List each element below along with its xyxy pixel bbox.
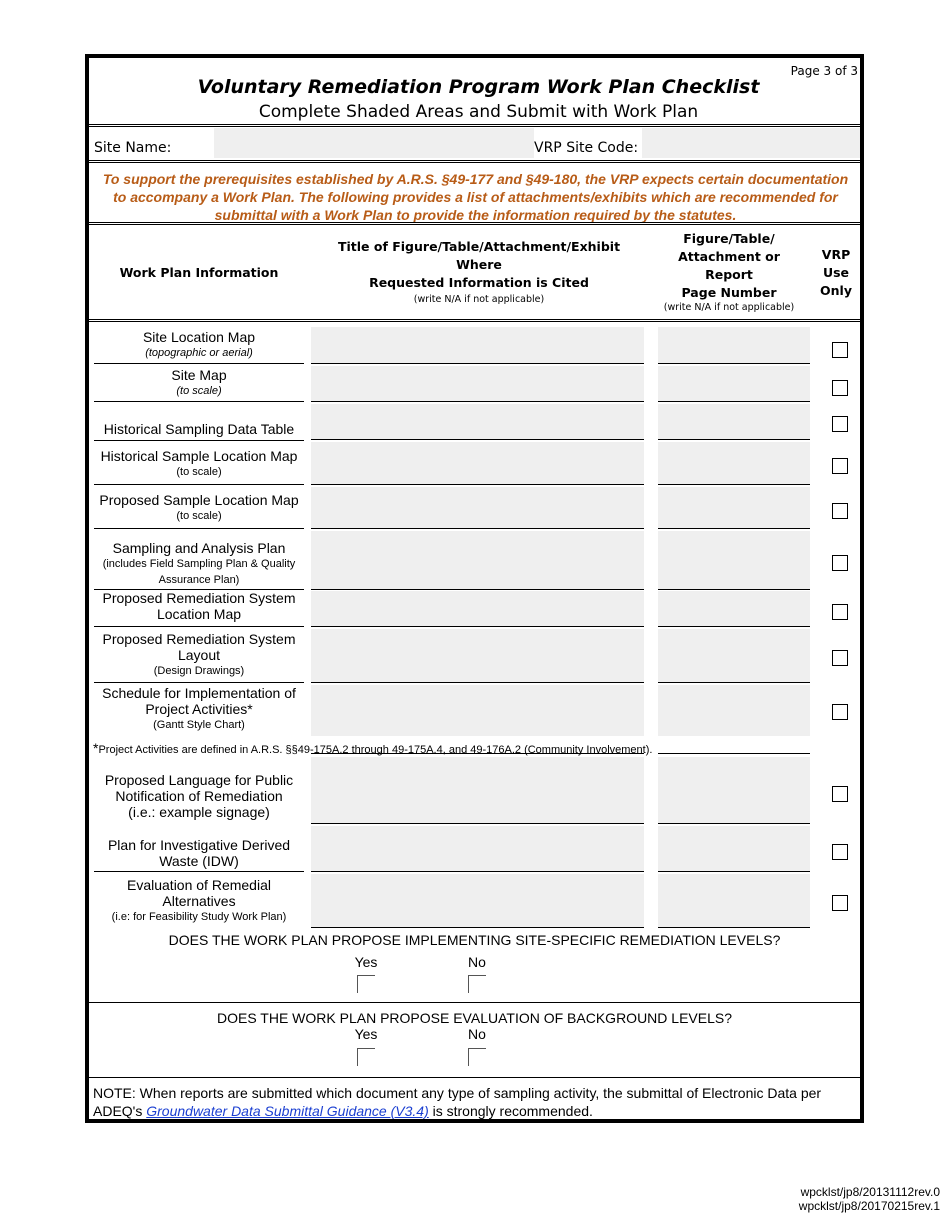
- column-header-vrp-line2: Use: [822, 265, 850, 280]
- groundwater-guidance-link[interactable]: Groundwater Data Submittal Guidance (V3.4): [146, 1103, 429, 1119]
- page-number-input[interactable]: [658, 442, 810, 485]
- vrp-site-code-label: VRP Site Code:: [534, 140, 639, 156]
- yes-checkbox[interactable]: [357, 1048, 375, 1066]
- note-prefix: NOTE: When reports are submitted which document any type of sampling activity, the submittal of Electronic Data per ADEQ's: [93, 1085, 822, 1119]
- column-header-vrp-line1: VRP: [821, 247, 851, 262]
- row-sampling-and-analysis-plan: [94, 540, 304, 590]
- row-label: Plan for Investigative Derived: [107, 837, 291, 853]
- yes-checkbox[interactable]: [357, 975, 375, 993]
- row-sublabel: (Gantt Style Chart): [153, 719, 245, 731]
- column-header-vrp: [814, 246, 858, 300]
- page-number-input[interactable]: [658, 826, 810, 872]
- page-number-input[interactable]: [658, 757, 810, 824]
- column-header-title-line2: Requested Information is Cited: [369, 275, 589, 290]
- page-number-input[interactable]: [658, 366, 810, 402]
- row-proposed-language-public-notification: [94, 772, 304, 822]
- row-label: Historical Sample Location Map: [100, 448, 298, 464]
- row-label: Layout: [177, 647, 221, 663]
- vrp-checkbox[interactable]: [832, 555, 848, 571]
- row-sublabel: (to scale): [176, 466, 222, 478]
- row-sublabel: Assurance Plan): [158, 574, 240, 586]
- title-input[interactable]: [311, 874, 644, 928]
- no-checkbox[interactable]: [468, 975, 486, 993]
- row-label: Proposed Sample Location Map: [99, 492, 299, 508]
- title-input[interactable]: [311, 757, 644, 824]
- divider: [89, 160, 860, 163]
- vrp-checkbox[interactable]: [832, 844, 848, 860]
- form-code-rev0: wpcklst/jp8/20131112rev.0: [800, 1185, 940, 1199]
- site-name-input[interactable]: [214, 128, 534, 158]
- column-title-note: (write N/A if not applicable): [413, 294, 545, 305]
- footnote-text: Project Activities are defined in A.R.S. §§49-175A.2 through 49-175A.4, and 49-176A.2 (Community Involvement).: [98, 744, 653, 756]
- row-label: Notification of Remediation: [115, 788, 283, 804]
- page-number-input[interactable]: [658, 685, 810, 736]
- title-input[interactable]: [311, 531, 644, 590]
- row-label: Project Activities*: [145, 701, 253, 717]
- title-input[interactable]: [311, 685, 644, 736]
- footnote-rule: [311, 753, 644, 754]
- column-header-page-line3: Page Number: [681, 285, 777, 300]
- vrp-checkbox[interactable]: [832, 458, 848, 474]
- form-subtitle: Complete Shaded Areas and Submit with Work Plan: [258, 102, 699, 122]
- title-input[interactable]: [311, 629, 644, 683]
- row-site-map: [94, 367, 304, 402]
- row-historical-sample-location-map: [94, 448, 304, 485]
- row-sublabel: (i.e: for Feasibility Study Work Plan): [111, 911, 287, 923]
- page-number: Page 3 of 3: [790, 64, 858, 78]
- no-label: No: [468, 954, 486, 970]
- column-header-page: [654, 230, 804, 302]
- row-site-location-map: [94, 329, 304, 364]
- title-input[interactable]: [311, 366, 644, 402]
- divider: [89, 1002, 860, 1003]
- vrp-checkbox[interactable]: [832, 650, 848, 666]
- no-label: No: [468, 1026, 486, 1042]
- column-header-title: [314, 238, 644, 292]
- title-input[interactable]: [311, 487, 644, 529]
- note-suffix: is strongly recommended.: [432, 1103, 593, 1119]
- row-evaluation-of-remedial-alternatives: [94, 877, 304, 927]
- column-header-title-line1: Title of Figure/Table/Attachment/Exhibit Where: [337, 239, 621, 272]
- footnote-mark: *: [93, 740, 99, 756]
- page-number-input[interactable]: [658, 327, 810, 364]
- page-number-input[interactable]: [658, 591, 810, 627]
- divider: [89, 124, 860, 127]
- vrp-checkbox[interactable]: [832, 503, 848, 519]
- row-label: Proposed Language for Public: [104, 772, 294, 788]
- page-number-input[interactable]: [658, 404, 810, 440]
- form-code-rev1: wpcklst/jp8/20170215rev.1: [798, 1199, 940, 1213]
- page-number-input[interactable]: [658, 874, 810, 928]
- form-frame: [85, 54, 864, 1123]
- title-input[interactable]: [311, 404, 644, 440]
- intro-text: To support the prerequisites established by A.R.S. §49-177 and §49-180, the VRP expects certain documentation to accompany a Work Plan. The following provides a list of attachments/exhibits which are recommended for submittal with a Work Plan to provide the information required by the statutes.: [102, 171, 849, 223]
- vrp-checkbox[interactable]: [832, 380, 848, 396]
- column-header-page-line2: Attachment or Report: [678, 249, 780, 282]
- row-sublabel: (Design Drawings): [153, 665, 245, 677]
- row-proposed-remediation-system-location-map: [94, 590, 304, 627]
- submittal-note: [93, 1084, 853, 1120]
- row-label: Sampling and Analysis Plan: [112, 540, 286, 556]
- row-label: Proposed Remediation System: [102, 590, 296, 606]
- yes-label: Yes: [354, 1026, 378, 1042]
- row-sublabel: (topographic or aerial): [145, 347, 253, 359]
- vrp-checkbox[interactable]: [832, 704, 848, 720]
- divider: [89, 222, 860, 225]
- row-label: Evaluation of Remedial: [127, 877, 271, 893]
- title-input[interactable]: [311, 327, 644, 364]
- title-input[interactable]: [311, 826, 644, 872]
- page-number-input[interactable]: [658, 531, 810, 590]
- vrp-site-code-input[interactable]: [642, 128, 860, 158]
- row-proposed-remediation-system-layout: [94, 631, 304, 683]
- row-sublabel: (includes Field Sampling Plan & Quality: [102, 558, 296, 570]
- vrp-checkbox[interactable]: [832, 604, 848, 620]
- column-header-vrp-line3: Only: [820, 283, 852, 298]
- question-site-specific-levels: DOES THE WORK PLAN PROPOSE IMPLEMENTING SITE-SPECIFIC REMEDIATION LEVELS?: [168, 932, 781, 948]
- row-label: Waste (IDW): [159, 853, 239, 869]
- title-input[interactable]: [311, 591, 644, 627]
- vrp-checkbox[interactable]: [832, 786, 848, 802]
- row-sublabel: (to scale): [176, 510, 222, 522]
- row-label: Proposed Remediation System: [102, 631, 296, 647]
- divider: [89, 319, 860, 322]
- row-label: (i.e.: example signage): [128, 804, 270, 820]
- no-checkbox[interactable]: [468, 1048, 486, 1066]
- row-historical-sampling-data-table: [94, 404, 304, 441]
- vrp-checkbox[interactable]: [832, 895, 848, 911]
- row-label: Location Map: [156, 606, 242, 622]
- column-page-note: (write N/A if not applicable): [663, 302, 795, 313]
- title-input[interactable]: [311, 442, 644, 485]
- site-name-label: Site Name:: [94, 140, 172, 156]
- yes-label: Yes: [354, 954, 378, 970]
- row-label: Alternatives: [162, 893, 236, 909]
- vrp-checkbox[interactable]: [832, 342, 848, 358]
- row-proposed-sample-location-map: [94, 492, 304, 529]
- row-label: Site Location Map: [142, 329, 256, 345]
- question-background-levels: DOES THE WORK PLAN PROPOSE EVALUATION OF BACKGROUND LEVELS?: [216, 1010, 732, 1026]
- row-label: Schedule for Implementation of: [102, 685, 296, 701]
- row-sublabel: (to scale): [176, 385, 222, 397]
- row-schedule-for-implementation: [94, 685, 304, 736]
- page-number-input[interactable]: [658, 487, 810, 529]
- row-label: Site Map: [171, 367, 227, 383]
- row-label: Historical Sampling Data Table: [103, 421, 295, 437]
- divider: [89, 1077, 860, 1078]
- column-header-page-line1: Figure/Table/: [683, 231, 775, 246]
- row-plan-for-investigative-derived-waste: [94, 837, 304, 872]
- vrp-checkbox[interactable]: [832, 416, 848, 432]
- column-header-info: Work Plan Information: [119, 265, 279, 280]
- form-title: Voluntary Remediation Program Work Plan Checklist: [197, 76, 760, 98]
- page-number-input[interactable]: [658, 629, 810, 683]
- footnote-rule: [658, 753, 810, 754]
